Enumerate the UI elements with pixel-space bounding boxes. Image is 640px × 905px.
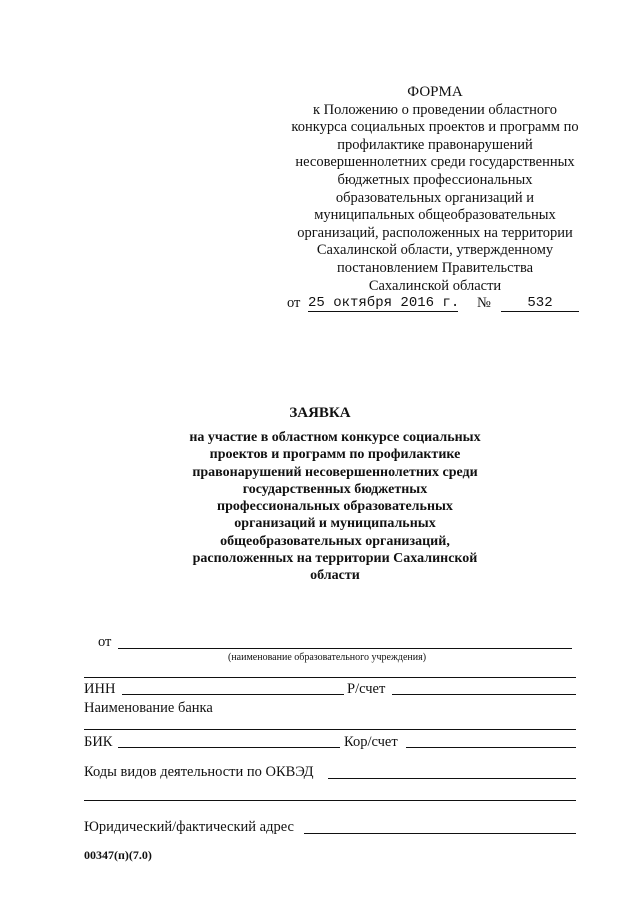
decree-number-label: № bbox=[477, 295, 491, 311]
account-label: Р/счет bbox=[347, 681, 386, 697]
bank-name-field[interactable] bbox=[84, 729, 576, 730]
application-subtitle-line: расположенных на территории Сахалинской bbox=[192, 551, 478, 567]
form-header-line: Сахалинской области bbox=[368, 277, 502, 294]
application-subtitle-line: организаций и муниципальных bbox=[234, 516, 436, 532]
okved-field[interactable] bbox=[328, 778, 576, 779]
form-header-line: организаций, расположенных на территории bbox=[297, 224, 573, 241]
bank-name-label: Наименование банка bbox=[84, 700, 213, 716]
okved-continuation-field[interactable] bbox=[84, 800, 576, 801]
decree-number-value: 532 bbox=[501, 294, 579, 312]
form-header-line: несовершеннолетних среди государственных bbox=[295, 154, 575, 171]
inn-label: ИНН bbox=[84, 681, 116, 697]
from-label: от bbox=[98, 634, 112, 650]
address-field[interactable] bbox=[304, 833, 576, 834]
form-header bbox=[270, 84, 600, 295]
bik-label: БИК bbox=[84, 734, 113, 750]
form-header-line: бюджетных профессиональных bbox=[337, 171, 533, 188]
application-subtitle-line: профессиональных образовательных bbox=[217, 499, 453, 515]
account-field[interactable] bbox=[392, 694, 576, 695]
form-header-line: к Положению о проведении областного bbox=[313, 101, 557, 118]
okved-label: Коды видов деятельности по ОКВЭД bbox=[84, 764, 314, 780]
application-subtitle bbox=[145, 429, 525, 585]
decree-date-label: от bbox=[287, 295, 301, 311]
institution-name-hint: (наименование образовательного учреждения) bbox=[228, 652, 427, 663]
form-header-line: образовательных организаций и bbox=[335, 189, 535, 206]
application-subtitle-line: государственных бюджетных bbox=[242, 481, 428, 497]
application-subtitle-line: проектов и программ по профилактике bbox=[209, 447, 461, 463]
application-title: ЗАЯВКА bbox=[289, 405, 351, 421]
application-subtitle-line: правонарушений несовершеннолетних среди bbox=[192, 464, 478, 480]
form-header-line: конкурса социальных проектов и программ по bbox=[291, 119, 579, 136]
institution-name-continuation-field[interactable] bbox=[84, 677, 576, 678]
decree-date-value: 25 октября 2016 г. bbox=[308, 295, 460, 311]
inn-field[interactable] bbox=[122, 694, 344, 695]
form-header-line: муниципальных общеобразовательных bbox=[314, 207, 556, 224]
corr-account-field[interactable] bbox=[406, 747, 576, 748]
institution-name-field[interactable] bbox=[118, 648, 572, 649]
form-header-line: Сахалинской области, утвержденному bbox=[316, 242, 554, 259]
bik-field[interactable] bbox=[118, 747, 340, 748]
document-code: 00347(п)(7.0) bbox=[84, 848, 152, 862]
address-label: Юридический/фактический адрес bbox=[84, 819, 294, 835]
corr-account-label: Кор/счет bbox=[344, 734, 398, 750]
application-subtitle-line: на участие в областном конкурсе социальных bbox=[189, 430, 481, 445]
form-title: ФОРМА bbox=[407, 84, 463, 100]
application-subtitle-line: общеобразовательных организаций, bbox=[220, 533, 450, 549]
form-header-line: профилактике правонарушений bbox=[337, 136, 533, 153]
form-header-line: постановлением Правительства bbox=[336, 259, 534, 276]
application-subtitle-line: области bbox=[310, 568, 360, 584]
